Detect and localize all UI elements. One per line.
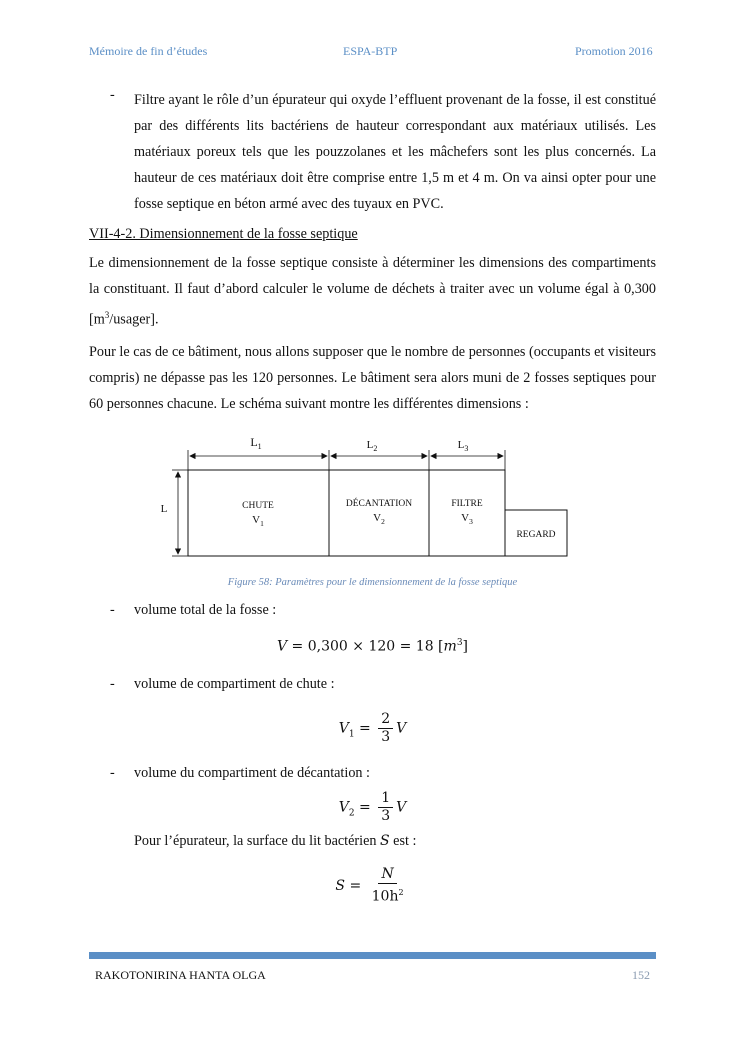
eq-total-rhs: = 0,300 × 120 = 18 [ [291, 638, 444, 655]
item-marker-decantation: - [110, 765, 115, 781]
item-marker-total: - [110, 602, 115, 618]
unit-exponent: 3 [104, 310, 110, 320]
footer-rule [89, 952, 656, 959]
eq-total-lhs: V [276, 638, 288, 655]
header-right: Promotion 2016 [575, 44, 653, 58]
compartment-regard: REGARD [516, 530, 556, 540]
item-marker-chute: - [110, 676, 115, 692]
equation-v1 [0, 711, 745, 746]
eq-v2-eq: = [359, 799, 371, 816]
label-l2: $L_2$ [366, 439, 378, 453]
eq-v2-fraction: $\frac{1}{3}$ [378, 790, 393, 825]
filter-surface-line [134, 833, 416, 850]
item-decantation-volume: volume du compartiment de décantation : [134, 765, 370, 781]
footer-author: RAKOTONIRINA HANTA OLGA [95, 968, 266, 982]
filter-line-var: S [380, 833, 390, 849]
filter-line-text: Pour l’épurateur, la surface du lit bactérien [134, 833, 381, 849]
item-total-volume: volume total de la fosse : [134, 602, 277, 618]
eq-total-close: ] [462, 638, 469, 655]
eq-s-fraction: $\frac{N}{10h^2}$ [371, 866, 404, 905]
equation-total-volume [0, 638, 745, 655]
bullet-marker: - [110, 87, 115, 103]
paragraph-dimensioning-text: Le dimensionnement de la fosse septique consiste à déterminer les dimensions des compartiments la constituant. Il faut d’abord calculer le volume de déchets à traiter avec un volume égal à 0,300 [m [89, 255, 656, 328]
filter-line-after: est : [389, 833, 417, 849]
item-chute-volume: volume de compartiment de chute : [134, 676, 335, 692]
eq-s-lhs: S [335, 877, 345, 894]
eq-v2-lhs: V [338, 799, 349, 816]
eq-v2-sub: 2 [348, 808, 355, 819]
eq-total-unit: m [443, 638, 457, 655]
eq-v1-eq: = [359, 720, 371, 737]
section-title: VII-4-2. Dimensionnement de la fosse septique [89, 226, 358, 242]
page-number: 152 [632, 968, 650, 982]
eq-v1-fraction: $\frac{2}{3}$ [378, 711, 393, 746]
eq-v2-var: V [396, 799, 407, 816]
paragraph-dimensioning [89, 250, 656, 333]
header-center: ESPA-BTP [343, 44, 398, 58]
compartment-decantation-volume: $V_2$ [373, 512, 385, 526]
paragraph-building: Pour le cas de ce bâtiment, nous allons supposer que le nombre de personnes (occupants et visiteurs compris) ne dépasse pas les 120 personnes. Le bâtiment sera alors muni de 2 fosses septiques pour 60 personnes chacune. Le schéma suivant montre les différentes dimensions : [89, 344, 656, 412]
compartment-decantation: DÉCANTATION [345, 499, 413, 509]
header-left: Mémoire de fin d’études [89, 44, 208, 58]
compartment-filtre: FILTRE [451, 499, 483, 509]
filter-description: Filtre ayant le rôle d’un épurateur qui oxyde l’effluent provenant de la fosse, il est constitué par des différents lits bactériens de hauteur correspondant aux matériaux utilisés. Les matériaux poreux tels que les pouzzolanes et les mâchefers sont les plus concernés. La hauteur de ces matériaux doit être comprise entre 1,5 m et 4 m. On va ainsi opter pour une fosse septique en béton armé avec des tuyaux en PVC. [134, 92, 656, 212]
label-l1: $L_1$ [250, 435, 262, 451]
eq-total-unit-exp: 3 [456, 638, 463, 648]
equation-v2 [0, 790, 745, 825]
label-l3: $L_3$ [457, 439, 469, 453]
paragraph-dimensioning-tail: /usager]. [109, 311, 159, 328]
compartment-filtre-volume: $V_3$ [461, 512, 473, 526]
septic-tank-diagram [150, 430, 580, 570]
eq-v1-lhs: V [338, 720, 349, 737]
tank-outline [188, 470, 505, 556]
equation-surface [0, 866, 745, 906]
figure-caption: Figure 58: Paramètres pour le dimensionnement de la fosse septique [227, 577, 518, 588]
compartment-chute-volume: $V_1$ [252, 514, 264, 528]
eq-v1-var: V [396, 720, 407, 737]
label-l: L [160, 503, 168, 515]
compartment-chute: CHUTE [242, 501, 274, 511]
eq-s-eq: = [349, 877, 362, 894]
eq-v1-sub: 1 [348, 729, 355, 740]
